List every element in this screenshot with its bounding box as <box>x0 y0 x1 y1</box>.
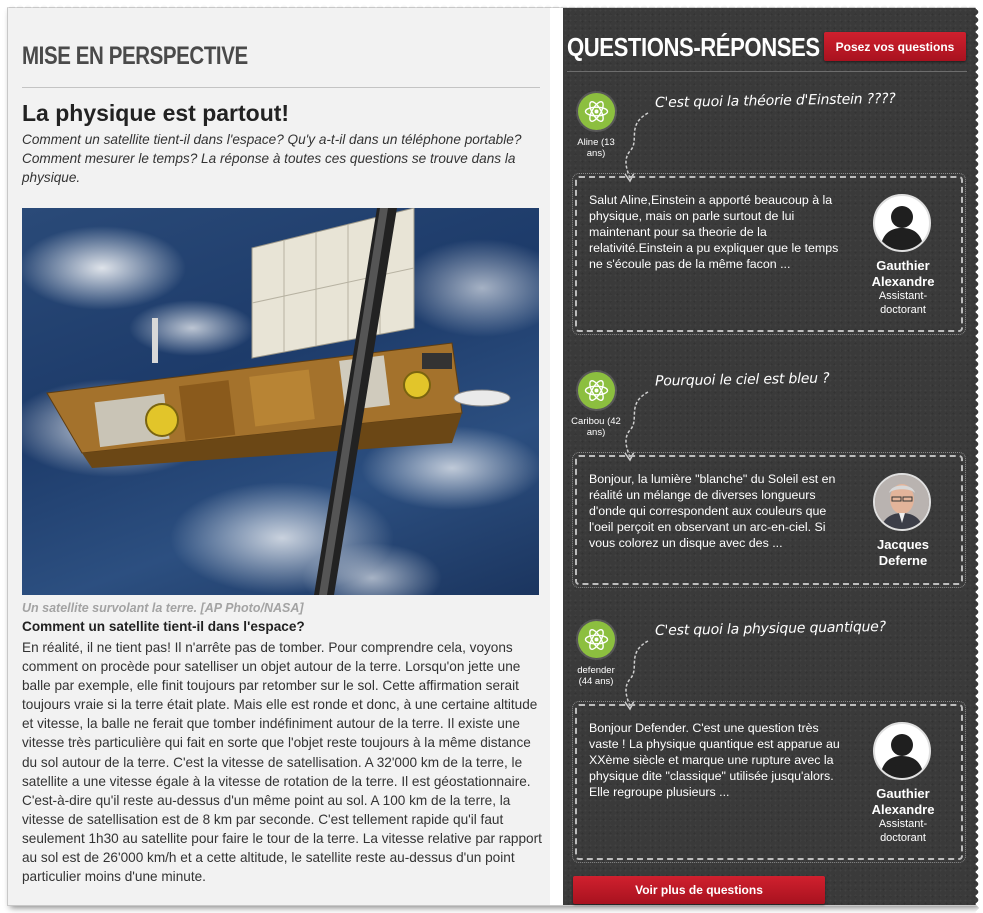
curl-arrow-icon <box>618 111 658 183</box>
portrait-photo <box>875 475 929 529</box>
silhouette-icon <box>875 196 929 250</box>
avatar <box>873 722 931 780</box>
section-title: MISE EN PERSPECTIVE <box>22 42 248 70</box>
expert-name: Jacques Deferne <box>876 537 930 568</box>
asker-label: defender (44 ans) <box>577 665 615 687</box>
atom-icon <box>578 372 615 409</box>
qa-rule <box>567 71 967 72</box>
body-heading: Comment un satellite tient-il dans l'espace? <box>22 619 305 634</box>
column-gutter <box>550 8 563 905</box>
answer-text: Bonjour, la lumière "blanche" du Soleil est en réalité un mélange de diverses longueurs d'onde qui correspondent aux couleurs que l'oeil perçoit en observant un arc-en-ciel. Si vous colorez un disque avec des ... <box>589 472 836 550</box>
torn-edge-top <box>0 0 983 9</box>
avatar <box>873 194 931 252</box>
page-frame <box>8 8 978 905</box>
expert-role: Assistant- doctorant <box>878 818 928 844</box>
question-text[interactable]: C'est quoi la théorie d'Einstein ???? <box>654 90 896 112</box>
article-column <box>8 8 550 905</box>
asker-label: Caribou (42 ans) <box>571 416 621 438</box>
asker-label: Aline (13 ans) <box>577 137 615 159</box>
expert-name: Gauthier Alexandre <box>871 258 935 289</box>
expert-role: Assistant- doctorant <box>878 290 928 316</box>
answer-box <box>575 704 963 860</box>
avatar <box>873 473 931 531</box>
atom-icon <box>578 621 615 658</box>
satellite-illustration <box>22 208 539 595</box>
question-text[interactable]: C'est quoi la physique quantique? <box>654 618 887 640</box>
answer-box <box>575 455 963 585</box>
curl-arrow-icon <box>618 390 658 462</box>
article-intro: Comment un satellite tient-il dans l'espace? Qu'y a-t-il dans un téléphone portable? Comment mesurer le temps? La réponse à toutes ces questions se trouve dans la physique. <box>22 132 522 185</box>
qa-panel <box>563 8 978 905</box>
divider-rule <box>22 87 540 88</box>
body-text: En réalité, il ne tient pas! Il n'arrête pas de tomber. Pour comprendre cela, voyons comment on procède pour satelliser un objet autour de la terre. Lorsqu'on jette une balle par exemple, elle finit toujours par retomber sur le sol. Cette affirmation serait toujours vraie si la terre était plate. Mais elle est ronde et donc, à une certaine altitude et vitesse, la balle ne ferait que tomber indéfiniment autour de la terre. Il existe une vitesse très particulière qui fait en sorte que l'objet reste toujours à la même distance du sol autour de la terre. C'est la vitesse de satellisation. A 32'000 km de la terre, le satellite a une vitesse égale à la vitesse de rotation de la terre. Il est géostationnaire. C'est-à-dire qu'il reste au-dessus d'un même point au sol. A 100 km de la terre, la vitesse de satellisation est de 8 km par seconde. C'est tellement rapide qu'il faut seulement 1h30 au satellite pour faire le tour de la terre. La vitesse relative par rapport au sol est de 26'000 km/h et a cette altitude, le satellite reste au-dessus d'un point particulier moins d'une minute. <box>22 640 542 885</box>
torn-edge-right <box>974 0 983 913</box>
expert-name: Gauthier Alexandre <box>871 786 935 817</box>
answer-box <box>575 176 963 332</box>
ask-questions-button[interactable]: Posez vos questions <box>824 32 966 61</box>
qa-title: QUESTIONS-RÉPONSES <box>567 32 820 62</box>
question-text[interactable]: Pourquoi le ciel est bleu ? <box>654 370 830 390</box>
answer-text: Bonjour Defender. C'est une question très vaste ! La physique quantique est apparue au XXème siècle et marque une rupture avec la physique dite "classique" utilisée jusqu'alors. Elle regroupe plusieurs ... <box>589 721 840 799</box>
silhouette-icon <box>875 724 929 778</box>
answer-text: Salut Aline,Einstein a apporté beaucoup à la physique, mais on parle surtout de lui maintenant pour sa theorie de la relativité.Einstein a pu expliquer que le temps ne s'écoule pas de la même facon ... <box>589 193 839 271</box>
atom-icon <box>578 93 615 130</box>
article-title: La physique est partout! <box>22 100 290 126</box>
photo-caption: Un satellite survolant la terre. [AP Photo/NASA] <box>22 601 304 615</box>
satellite-photo <box>22 208 539 595</box>
curl-arrow-icon <box>618 639 658 711</box>
more-questions-button[interactable]: Voir plus de questions <box>573 876 825 904</box>
